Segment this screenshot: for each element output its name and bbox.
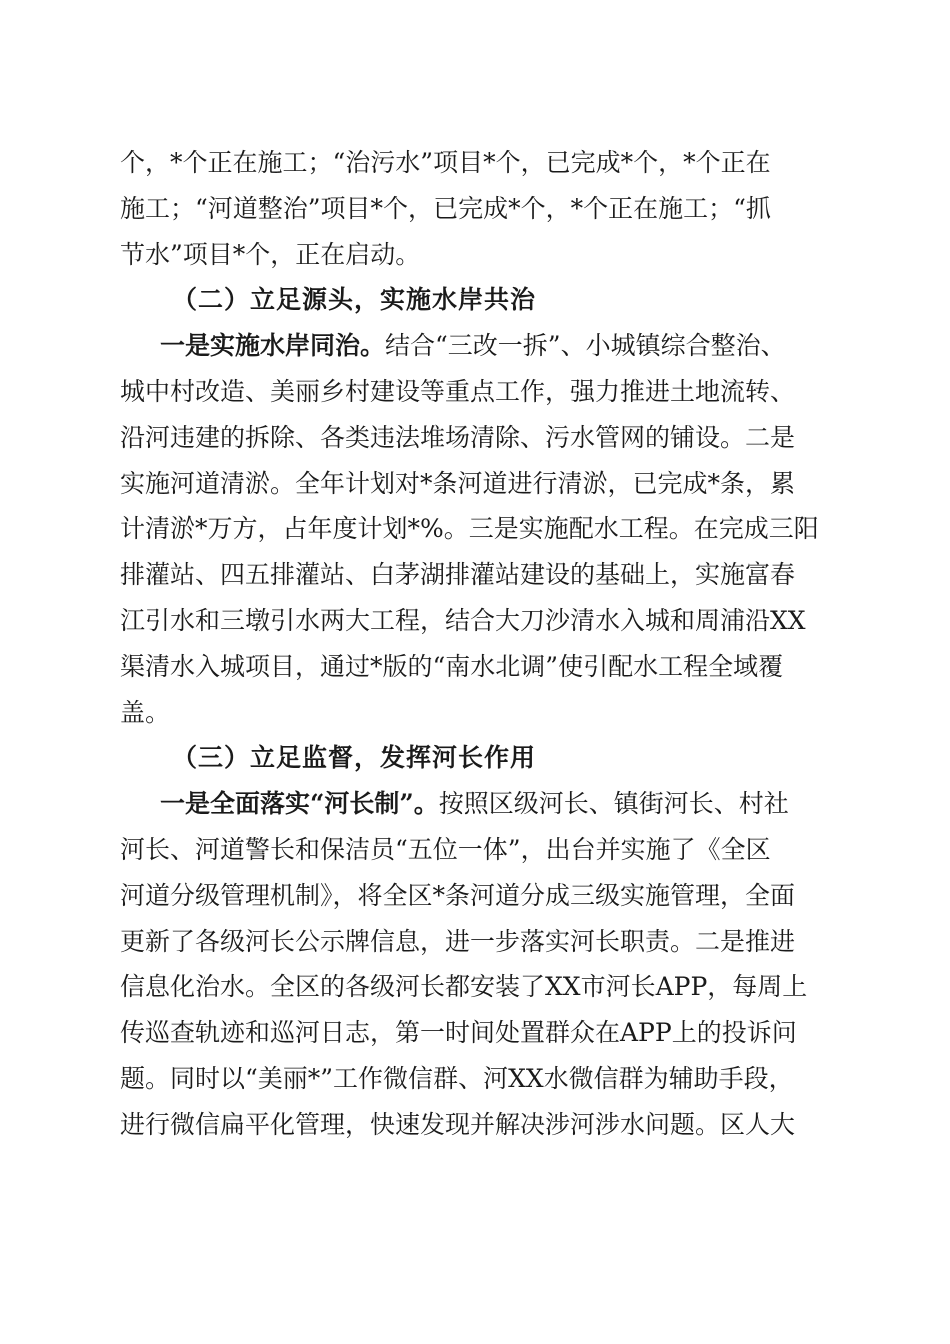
paragraph-2-first-line	[120, 323, 833, 369]
paragraph-3-line: 更新了各级河长公示牌信息，进一步落实河长职责。二是推进	[120, 926, 796, 956]
paragraph-2-line: 沿河违建的拆除、各类违法堆场清除、污水管网的铺设。二是	[120, 422, 796, 452]
document-body	[120, 140, 833, 1148]
paragraph-2-line: 城中村改造、美丽乡村建设等重点工作，强力推进土地流转、	[120, 376, 796, 406]
paragraph-1-line: 节水”项目*个，正在启动。	[120, 239, 421, 269]
paragraph-2-first-line-rest: 结合“三改一拆”、小城镇综合整治、	[385, 331, 786, 361]
paragraph-3-line: 进行微信扁平化管理，快速发现并解决涉河涉水问题。区人大	[120, 1109, 796, 1139]
paragraph-3-line: 河道分级管理机制》，将全区*条河道分成三级实施管理，全面	[120, 880, 796, 910]
paragraph-2-line: 渠清水入城项目，通过*版的“南水北调”使引配水工程全域覆	[120, 651, 784, 681]
paragraph-2-line: 计清淤*万方，占年度计划*%。三是实施配水工程。在完成三阳	[120, 514, 819, 544]
paragraph-3-line: 信息化治水。全区的各级河长都安装了XX市河长APP，每周上	[120, 972, 808, 1002]
section-heading-3: （三）立足监督，发挥河长作用	[172, 743, 537, 773]
paragraph-3-line: 题。同时以“美丽*”工作微信群、河XX水微信群为辅助手段，	[120, 1063, 794, 1093]
paragraph-3-first-line-rest: 按照区级河长、镇街河长、村社	[438, 789, 789, 819]
paragraph-1-line: 个，*个正在施工；“治污水”项目*个，已完成*个，*个正在	[120, 148, 771, 177]
section-heading-2: （二）立足源头，实施水岸共治	[172, 285, 537, 315]
paragraph-3-line: 传巡查轨迹和巡河日志，第一时间处置群众在APP上的投诉问	[120, 1018, 797, 1048]
paragraph-2-line: 江引水和三墩引水两大工程，结合大刀沙清水入城和周浦沿XX	[120, 605, 806, 635]
paragraph-3-lead: 一是全面落实“河长制”。	[160, 789, 439, 819]
paragraph-2-line: 实施河道清淤。全年计划对*条河道进行清淤，已完成*条，累	[120, 468, 796, 498]
paragraph-2-line: 排灌站、四五排灌站、白茅湖排灌站建设的基础上，实施富春	[120, 560, 796, 590]
paragraph-2-line: 盖。	[120, 697, 171, 727]
paragraph-2-lead: 一是实施水岸同治。	[160, 331, 386, 361]
paragraph-1-line: 施工；“河道整治”项目*个，已完成*个，*个正在施工；“抓	[120, 193, 771, 223]
paragraph-3-line: 河长、河道警长和保洁员“五位一体”，出台并实施了《全区	[120, 834, 771, 864]
paragraph-3-first-line	[120, 781, 833, 827]
